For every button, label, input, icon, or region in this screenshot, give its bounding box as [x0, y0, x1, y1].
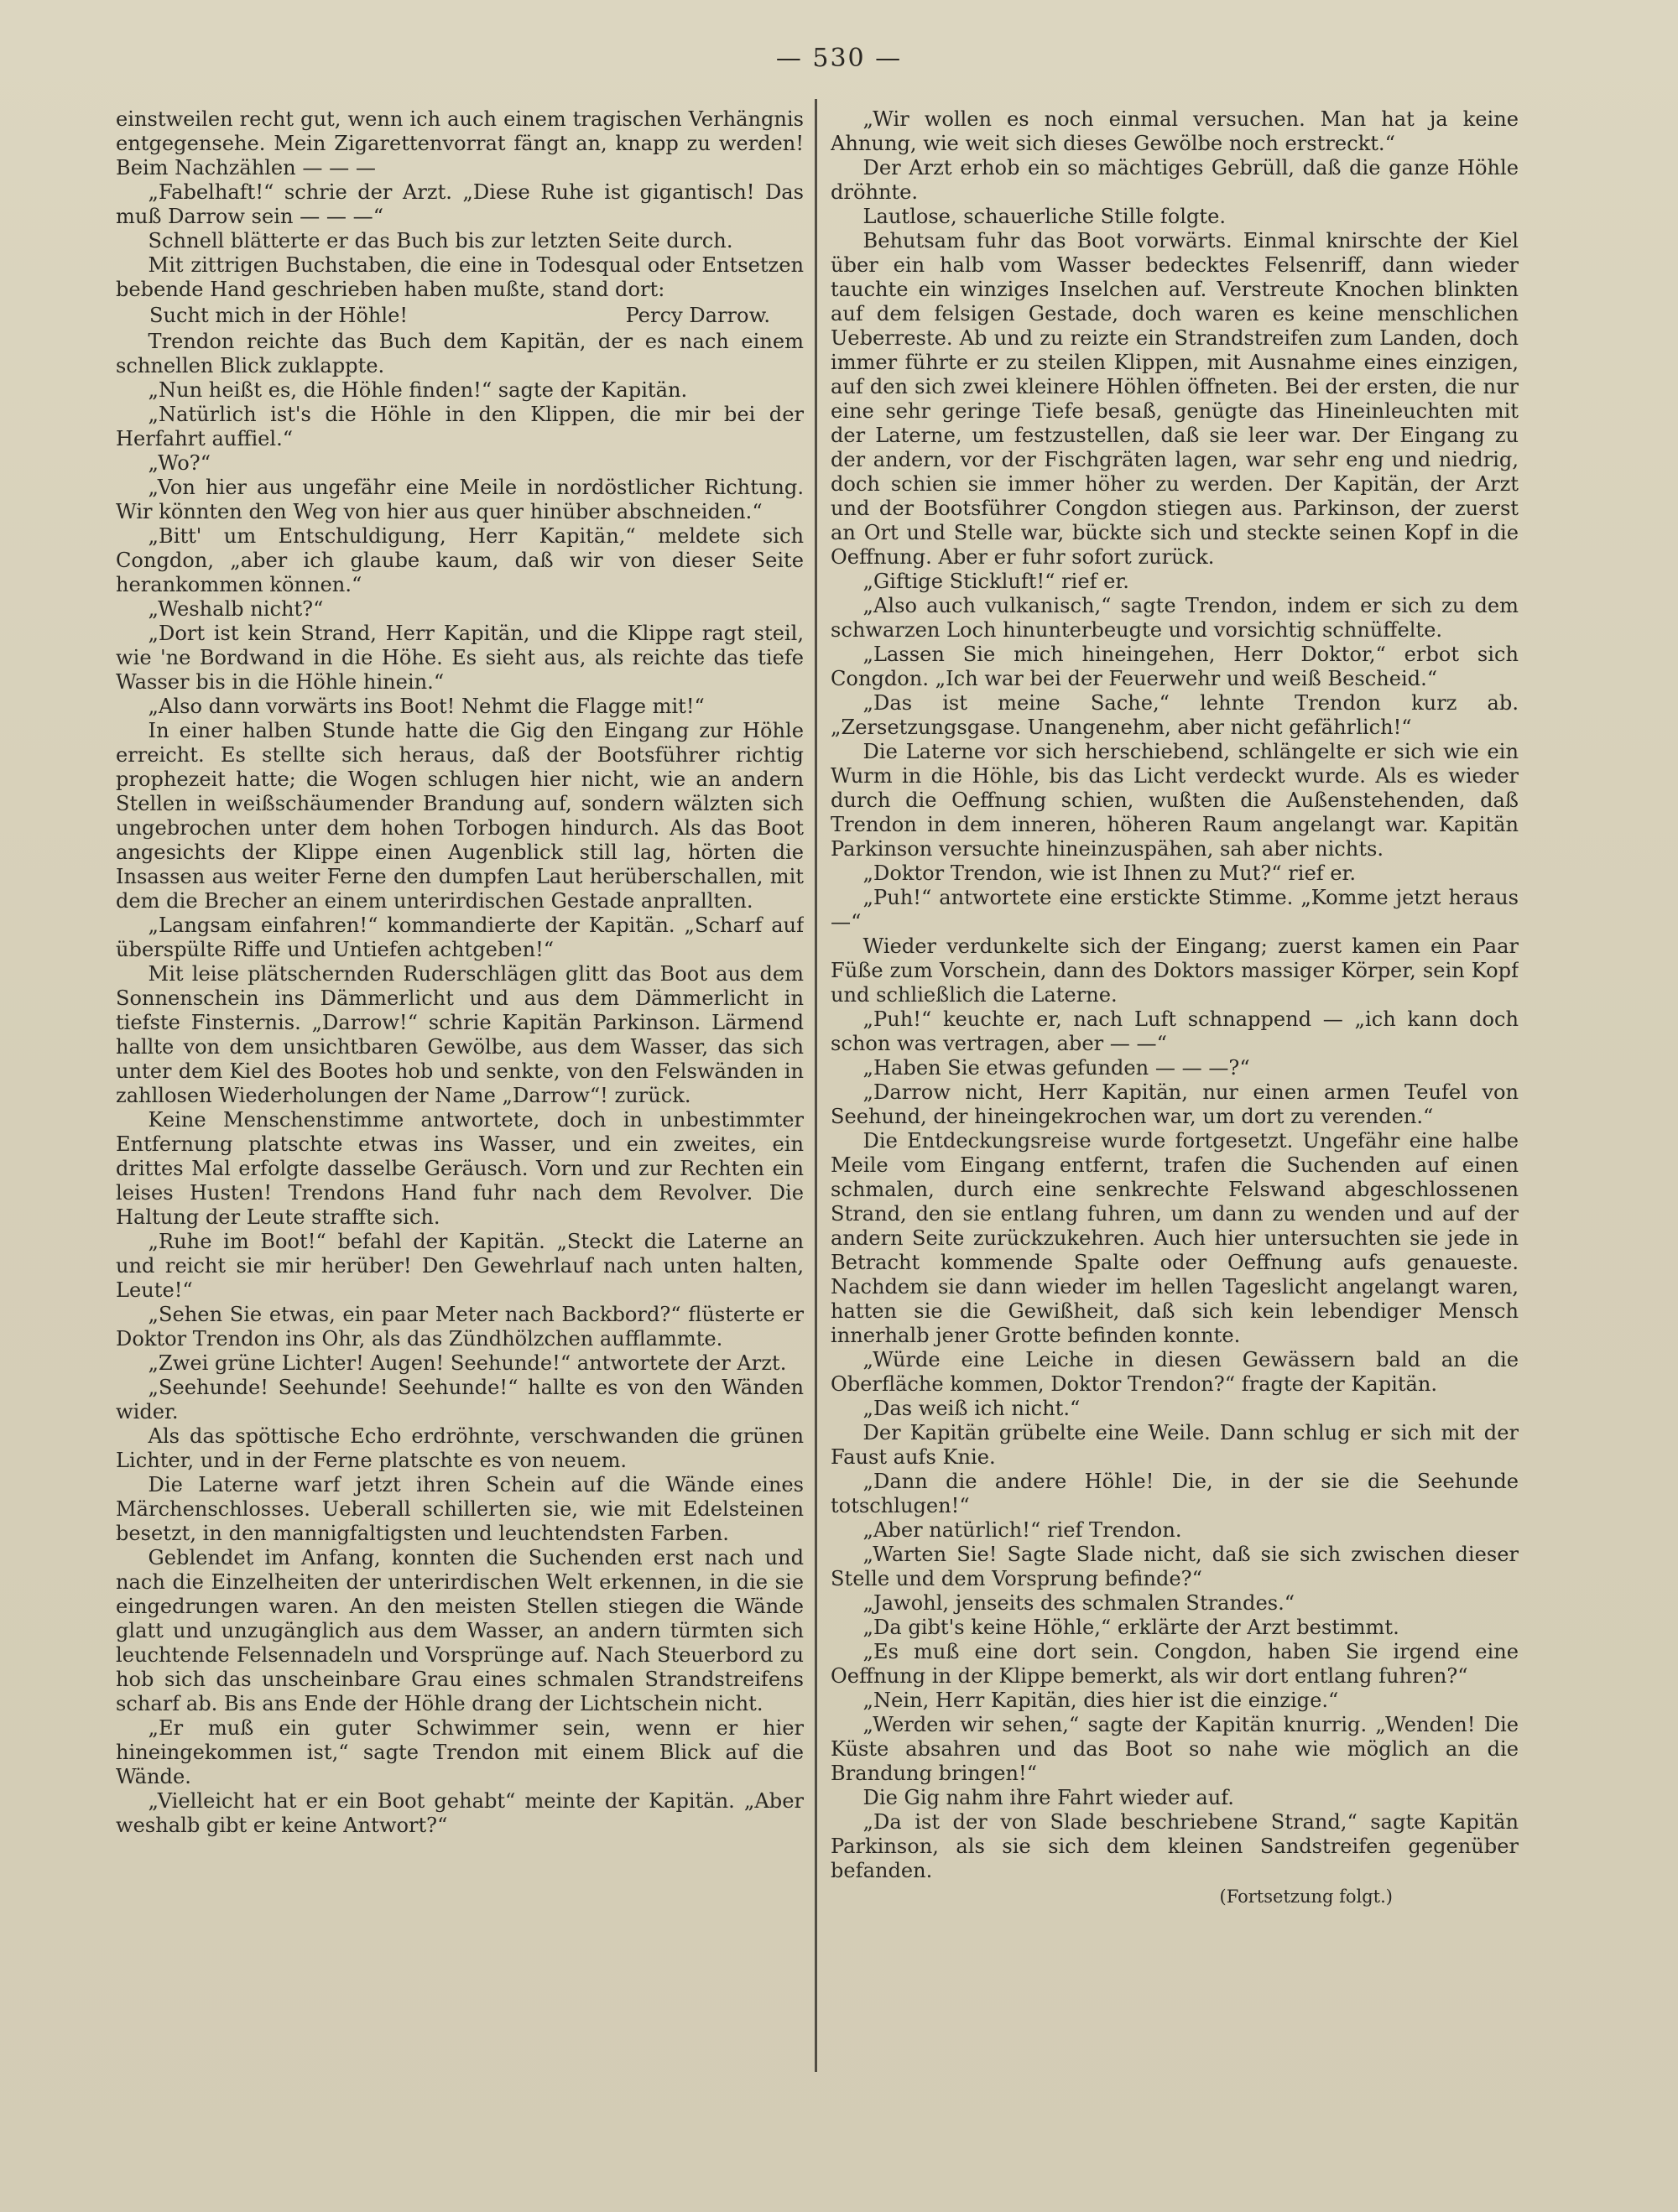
paragraph: „Dort ist kein Strand, Herr Kapitän, und die Klippe ragt steil, wie 'ne Bordwand in die Höhe. Es sieht aus, als reichte das tiefe Wasser bis in die Höhle hinein.“: [116, 622, 804, 694]
paragraph: „Würde eine Leiche in diesen Gewässern bald an die Oberfläche kommen, Doktor Trendon?“ fragte der Kapitän.: [831, 1348, 1519, 1396]
paragraph: „Er muß ein guter Schwimmer sein, wenn er hier hineingekommen ist,“ sagte Trendon mit einem Blick auf die Wände.: [116, 1716, 804, 1788]
paragraph: „Seehunde! Seehunde! Seehunde!“ hallte es von den Wänden wider.: [116, 1376, 804, 1423]
paragraph: einstweilen recht gut, wenn ich auch einem tragischen Verhängnis entgegensehe. Mein Zigarettenvorrat fängt an, knapp zu werden! Beim Nachzählen — — —: [116, 107, 804, 180]
paragraph: „Puh!“ antwortete eine erstickte Stimme. „Komme jetzt heraus —“: [831, 886, 1519, 934]
right-column: [831, 107, 1519, 2154]
paragraph: „Also dann vorwärts ins Boot! Nehmt die Flagge mit!“: [148, 695, 705, 718]
paragraph: Wieder verdunkelte sich der Eingang; zuerst kamen ein Paar Füße zum Vorschein, dann des Doktors massiger Körper, sein Kopf und schließlich die Laterne.: [831, 934, 1519, 1007]
paragraph: In einer halben Stunde hatte die Gig den Eingang zur Höhle erreicht. Es stellte sich heraus, daß der Bootsführer richtig prophezeit hatte; die Wogen schlugen hier nicht, wie an andern Stellen in weißschäumender Brandung auf, sondern wälzten sich ungebrochen unter dem hohen Torbogen hindurch. Als das Boot angesichts der Klippe einen Augenblick still lag, hörten die Insassen aus weiter Ferne den dumpfen Laut herüberschallen, mit dem die Brecher an einem unterirdischen Gestade anprallten.: [116, 719, 804, 913]
diary-inscription: [116, 302, 804, 330]
paragraph: Die Laterne warf jetzt ihren Schein auf die Wände eines Märchenschlosses. Ueberall schillerten sie, wie mit Edelsteinen besetzt, in den mannigfaltigsten und leuchtendsten Farben.: [116, 1473, 804, 1545]
inscription-text: Sucht mich in der Höhle!: [149, 304, 409, 327]
paragraph: Als das spöttische Echo erdröhnte, verschwanden die grünen Lichter, und in der Ferne platschte es von neuem.: [116, 1424, 804, 1472]
paragraph: „Werden wir sehen,“ sagte der Kapitän knurrig. „Wenden! Die Küste absahren und das Boot so nahe wie möglich an die Brandung bringen!“: [831, 1713, 1519, 1785]
paragraph: „Da gibt's keine Höhle,“ erklärte der Arzt bestimmt.: [862, 1616, 1399, 1639]
left-column: [116, 107, 804, 2104]
paragraph: Die Entdeckungsreise wurde fortgesetzt. Ungefähr eine halbe Meile vom Eingang entfernt, trafen die Suchenden auf einen schmalen, durch eine senkrechte Felswand abgeschlossenen Strand, den sie entlang fuhren, um dann zu wenden und auf der andern Seite zurückzukehren. Auch hier untersuchten sie jede in Betracht kommende Spalte oder Oeffnung aufs genaueste. Nachdem sie dann wieder im hellen Tageslicht angelangt waren, hatten sie die Gewißheit, daß sich kein lebendiger Mensch innerhalb jener Grotte befinden konnte.: [831, 1129, 1519, 1347]
paragraph: „Darrow nicht, Herr Kapitän, nur einen armen Teufel von Seehund, der hineingekrochen war, um dort zu verenden.“: [831, 1080, 1519, 1128]
paragraph: „Das weiß ich nicht.“: [862, 1397, 1081, 1420]
paragraph: Trendon reichte das Buch dem Kapitän, der es nach einem schnellen Blick zuklappte.: [116, 330, 804, 377]
paragraph: „Da ist der von Slade beschriebene Strand,“ sagte Kapitän Parkinson, als sie sich dem kleinen Sandstreifen gegenüber befanden.: [831, 1810, 1519, 1882]
paragraph: „Wir wollen es noch einmal versuchen. Man hat ja keine Ahnung, wie weit sich dieses Gewölbe noch erstreckt.“: [831, 107, 1519, 155]
paragraph: Geblendet im Anfang, konnten die Suchenden erst nach und nach die Einzelheiten der unterirdischen Welt erkennen, in die sie eingedrungen waren. An den meisten Stellen stiegen die Wände glatt und unzugänglich aus dem Wasser, an andern türmten sich leuchtende Felsennadeln und Vorsprünge auf. Nach Steuerbord zu hob sich das unscheinbare Grau eines schmalen Strandstreifens scharf ab. Bis ans Ende der Höhle drang der Lichtschein nicht.: [116, 1546, 804, 1715]
paragraph: „Bitt' um Entschuldigung, Herr Kapitän,“ meldete sich Congdon, „aber ich glaube kaum, daß wir von dieser Seite herankommen können.“: [116, 524, 804, 596]
paragraph: „Haben Sie etwas gefunden — — —?“: [862, 1056, 1250, 1080]
paragraph: „Jawohl, jenseits des schmalen Strandes.“: [862, 1591, 1295, 1615]
paragraph: „Puh!“ keuchte er, nach Luft schnappend — „ich kann doch schon was vertragen, aber — —“: [831, 1007, 1519, 1055]
paragraph: „Nun heißt es, die Höhle finden!“ sagte der Kapitän.: [148, 378, 688, 402]
paragraph: „Natürlich ist's die Höhle in den Klippen, die mir bei der Herfahrt auffiel.“: [116, 403, 804, 450]
paragraph: Schnell blätterte er das Buch bis zur letzten Seite durch.: [148, 229, 733, 252]
paragraph: Mit leise plätschernden Ruderschlägen glitt das Boot aus dem Sonnenschein ins Dämmerlicht und aus dem Dämmerlicht in tiefste Finsternis. „Darrow!“ schrie Kapitän Parkinson. Lärmend hallte von dem unsichtbaren Gewölbe, aus dem Wasser, das sich unter dem Kiel des Bootes hob und senkte, von den Felswänden in zahllosen Wiederholungen der Name „Darrow“! zurück.: [116, 962, 804, 1107]
paragraph: „Warten Sie! Sagte Slade nicht, daß sie sich zwischen dieser Stelle und dem Vorsprung befinde?“: [831, 1543, 1519, 1590]
paragraph: „Weshalb nicht?“: [148, 597, 324, 621]
paragraph: „Vielleicht hat er ein Boot gehabt“ meinte der Kapitän. „Aber weshalb gibt er keine Antwort?“: [116, 1789, 804, 1837]
paragraph: Behutsam fuhr das Boot vorwärts. Einmal knirschte der Kiel über ein halb vom Wasser bedecktes Felsenriff, dann wieder tauchte ein winziges Inselchen auf. Verstreute Knochen blinkten auf dem felsigen Gestade, doch waren es keine menschlichen Ueberreste. Ab und zu reizte ein Strandstreifen zum Landen, doch immer führte er zu steilen Klippen, mit Ausnahme eines einzigen, auf den sich zwei kleinere Höhlen öffneten. Bei der ersten, die nur eine sehr geringe Tiefe besaß, genügte das Hineinleuchten mit der Laterne, um festzustellen, daß sie leer war. Der Eingang zu der andern, vor der Fischgräten lagen, war sehr eng und niedrig, doch schien sie immer höher zu werden. Der Kapitän, der Arzt und der Bootsführer Congdon stiegen aus. Parkinson, der zuerst an Ort und Stelle war, bückte sich und steckte seinen Kopf in die Oeffnung. Aber er fuhr sofort zurück.: [831, 229, 1519, 569]
paragraph: „Das ist meine Sache,“ lehnte Trendon kurz ab. „Zersetzungsgase. Unangenehm, aber nicht gefährlich!“: [831, 691, 1519, 739]
paragraph: „Es muß eine dort sein. Congdon, haben Sie irgend eine Oeffnung in der Klippe bemerkt, als wir dort entlang fuhren?“: [831, 1640, 1519, 1688]
paragraph: „Also auch vulkanisch,“ sagte Trendon, indem er sich zu dem schwarzen Loch hinunterbeugte und vorsichtig schnüffelte.: [831, 594, 1519, 642]
paragraph: „Dann die andere Höhle! Die, in der sie die Seehunde totschlugen!“: [831, 1470, 1519, 1517]
paragraph: „Langsam einfahren!“ kommandierte der Kapitän. „Scharf auf überspülte Riffe und Untiefen achtgeben!“: [116, 913, 804, 961]
paragraph: Der Kapitän grübelte eine Weile. Dann schlug er sich mit der Faust aufs Knie.: [831, 1421, 1519, 1469]
paragraph: Mit zittrigen Buchstaben, die eine in Todesqual oder Entsetzen bebende Hand geschrieben haben mußte, stand dort:: [116, 253, 804, 301]
paragraph: Die Laterne vor sich herschiebend, schlängelte er sich wie ein Wurm in die Höhle, bis das Licht verdeckt wurde. Als es wieder durch die Oeffnung schien, wußten die Außenstehenden, daß Trendon in dem inneren, höheren Raum angelangt war. Kapitän Parkinson versuchte hineinzuspähen, sah aber nichts.: [831, 740, 1519, 861]
paragraph: „Lassen Sie mich hineingehen, Herr Doktor,“ erbot sich Congdon. „Ich war bei der Feuerwehr und weiß Bescheid.“: [831, 643, 1519, 690]
continuation-note: (Fortsetzung folgt.): [1219, 1887, 1393, 1907]
page-number: — 530 —: [775, 44, 903, 73]
paragraph: „Zwei grüne Lichter! Augen! Seehunde!“ antwortete der Arzt.: [148, 1351, 787, 1375]
inscription-signature: Percy Darrow.: [625, 304, 770, 327]
paragraph: Lautlose, schauerliche Stille folgte.: [862, 205, 1227, 228]
paragraph: „Fabelhaft!“ schrie der Arzt. „Diese Ruhe ist gigantisch! Das muß Darrow sein — — —“: [116, 180, 804, 228]
paragraph: „Nein, Herr Kapitän, dies hier ist die einzige.“: [862, 1689, 1339, 1712]
paragraph: „Doktor Trendon, wie ist Ihnen zu Mut?“ rief er.: [862, 861, 1357, 885]
paragraph: „Von hier aus ungefähr eine Meile in nordöstlicher Richtung. Wir könnten den Weg von hier aus quer hinüber abschneiden.“: [116, 476, 804, 523]
column-divider: [815, 99, 817, 2072]
paragraph: „Giftige Stickluft!“ rief er.: [862, 570, 1129, 593]
paragraph: „Sehen Sie etwas, ein paar Meter nach Backbord?“ flüsterte er Doktor Trendon ins Ohr, als das Zündhölzchen aufflammte.: [116, 1303, 804, 1351]
paragraph: „Aber natürlich!“ rief Trendon.: [862, 1518, 1182, 1542]
paragraph: Die Gig nahm ihre Fahrt wieder auf.: [862, 1786, 1234, 1809]
paragraph: Der Arzt erhob ein so mächtiges Gebrüll, daß die ganze Höhle dröhnte.: [831, 156, 1519, 204]
paragraph: „Ruhe im Boot!“ befahl der Kapitän. „Steckt die Laterne an und reicht sie mir herüber! Den Gewehrlauf nach unten halten, Leute!“: [116, 1230, 804, 1302]
paragraph: Keine Menschenstimme antwortete, doch in unbestimmter Entfernung platschte etwas ins Wasser, und ein zweites, ein drittes Mal erfolgte dasselbe Geräusch. Vorn und zur Rechten ein leises Husten! Trendons Hand fuhr nach dem Revolver. Die Haltung der Leute straffte sich.: [116, 1108, 804, 1229]
paragraph: „Wo?“: [148, 451, 211, 475]
